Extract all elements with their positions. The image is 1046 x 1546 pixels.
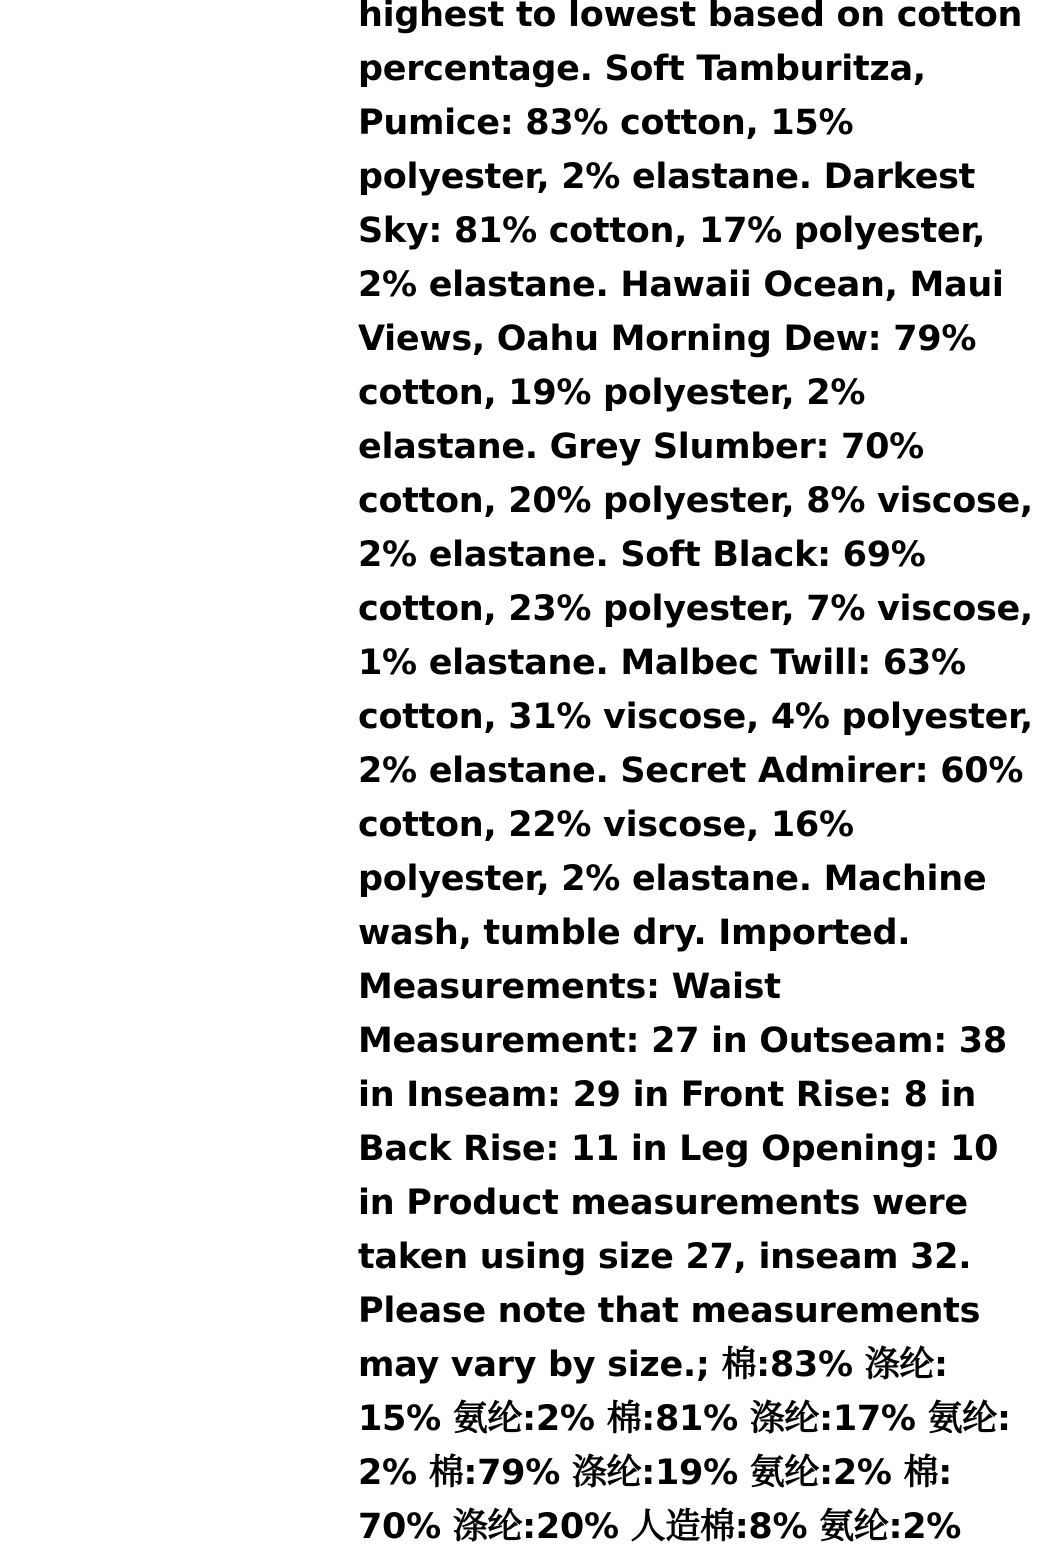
description-line: elastane. Grey Slumber: 70% (358, 427, 924, 467)
description-line: Back Rise: 11 in Leg Opening: 10 (358, 1129, 999, 1169)
description-line: in Product measurements were (358, 1183, 968, 1223)
description-line: in Inseam: 29 in Front Rise: 8 in (358, 1075, 976, 1115)
description-line: wash, tumble dry. Imported. (358, 913, 911, 953)
description-line: may vary by size.; 棉:83% 涤纶: (358, 1345, 948, 1385)
description-line: cotton, 19% polyester, 2% (358, 373, 866, 413)
description-line: Views, Oahu Morning Dew: 79% (358, 319, 977, 359)
description-line: taken using size 27, inseam 32. (358, 1237, 972, 1277)
description-line: 70% 涤纶:20% 人造棉:8% 氨纶:2% (358, 1507, 962, 1546)
description-line: Measurement: 27 in Outseam: 38 (358, 1021, 1007, 1061)
description-line: 15% 氨纶:2% 棉:81% 涤纶:17% 氨纶: (358, 1399, 1011, 1439)
description-line: highest to lowest based on cotton (358, 0, 1023, 35)
description-line: Sky: 81% cotton, 17% polyester, (358, 211, 986, 251)
description-line: cotton, 31% viscose, 4% polyester, (358, 697, 1033, 737)
description-line: cotton, 22% viscose, 16% (358, 805, 854, 845)
description-line: 2% elastane. Soft Black: 69% (358, 535, 926, 575)
description-line: Pumice: 83% cotton, 15% (358, 103, 854, 143)
product-description (358, 0, 1038, 1546)
description-line: 2% elastane. Secret Admirer: 60% (358, 751, 1024, 791)
description-line: polyester, 2% elastane. Darkest (358, 157, 976, 197)
description-line: percentage. Soft Tamburitza, (358, 49, 926, 89)
description-line: 2% elastane. Hawaii Ocean, Maui (358, 265, 1004, 305)
description-line: cotton, 20% polyester, 8% viscose, (358, 481, 1033, 521)
description-line: cotton, 23% polyester, 7% viscose, (358, 589, 1033, 629)
description-line: 2% 棉:79% 涤纶:19% 氨纶:2% 棉: (358, 1453, 952, 1493)
description-line: polyester, 2% elastane. Machine (358, 859, 987, 899)
description-line: 1% elastane. Malbec Twill: 63% (358, 643, 966, 683)
description-line: Please note that measurements (358, 1291, 981, 1331)
description-line: Measurements: Waist (358, 967, 781, 1007)
